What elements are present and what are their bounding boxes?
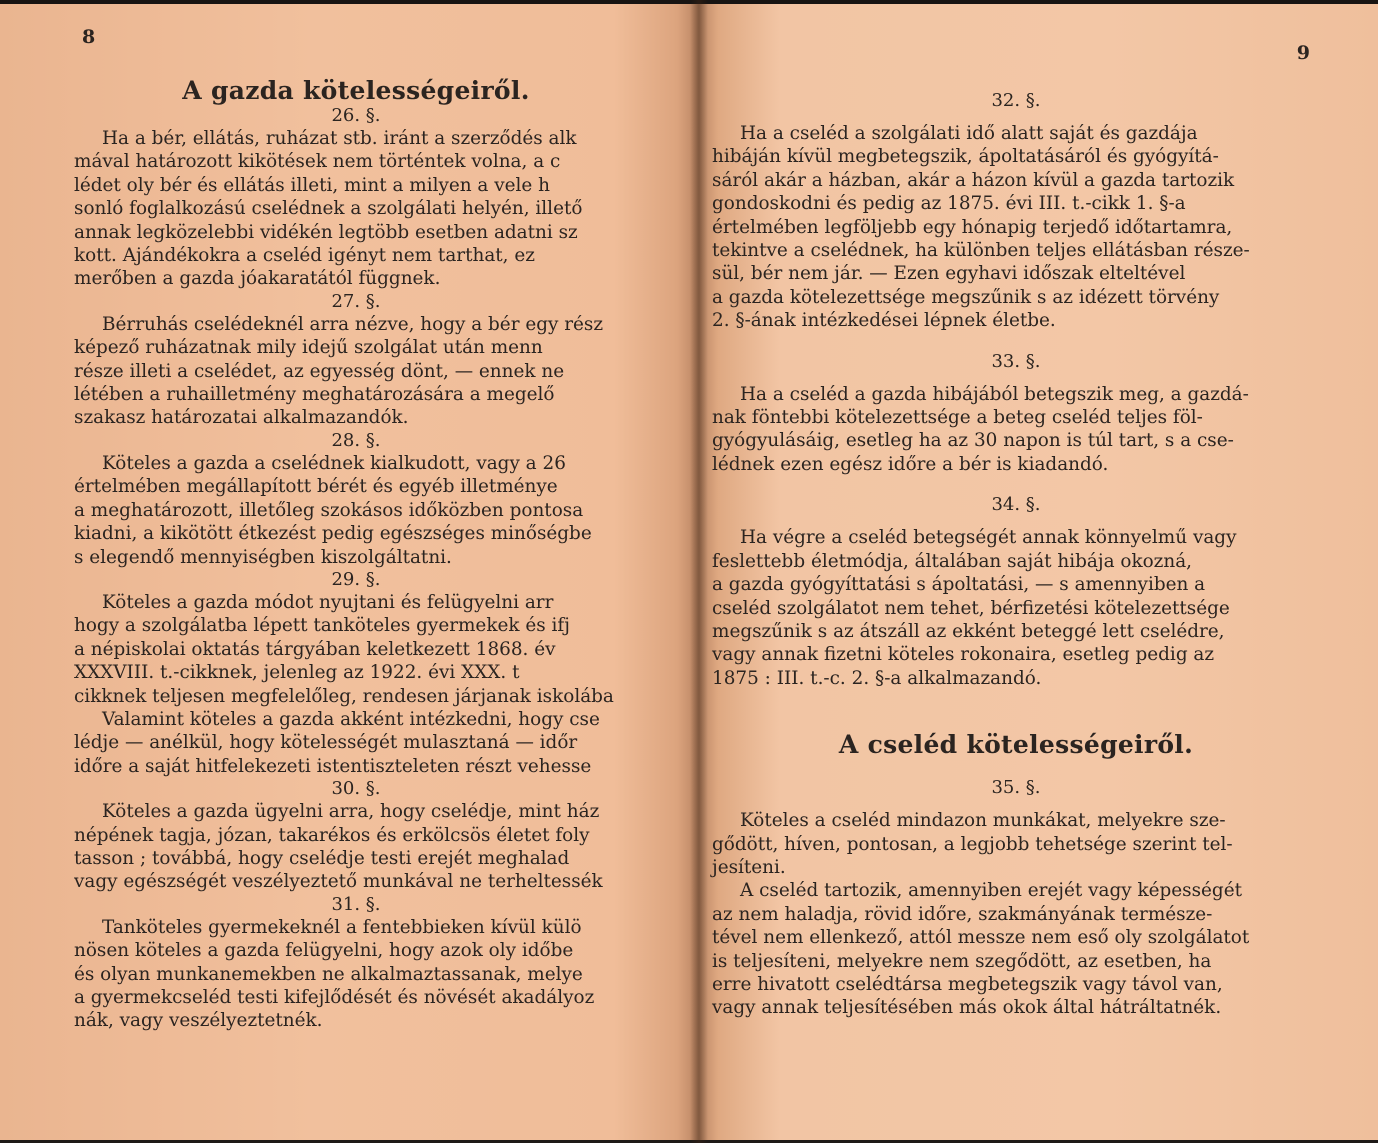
section-number: 33. §.	[991, 350, 1041, 372]
text-line: megszűnik s az átszáll az ekként beteggé lett cselédre,	[712, 620, 1225, 642]
section-title: A cseléd kötelességeiről.	[838, 730, 1194, 760]
section-number: 35. §.	[991, 777, 1041, 799]
text-line: vagy annak fizetni köteles rokonaira, esetleg pedig az	[712, 644, 1215, 666]
text-line: a gazda kötelezettsége megszűnik s az idézett törvény	[712, 286, 1220, 308]
text-line: nösen köteles a gazda felügyelni, hogy azok oly időbe	[74, 940, 574, 962]
text-line: a meghatározott, illetőleg szokásos időközben pontosa	[74, 499, 584, 521]
text-line: Köteles a gazda ügyelni arra, hogy cselédje, mint ház	[102, 801, 600, 823]
text-line: nak föntebbi kötelezettsége a beteg cseléd teljes föl-	[712, 407, 1203, 429]
text-line: cseléd szolgálatot nem tehet, bérfizetési kötelezettsége	[712, 597, 1230, 619]
section-paragraph	[706, 809, 1326, 1020]
section-paragraph	[706, 526, 1326, 690]
page-number: 9	[1296, 42, 1310, 64]
section-paragraph	[74, 800, 698, 894]
text-line: vagy annak teljesítésében más okok által hátráltatnék.	[712, 997, 1222, 1019]
text-line: a gyermekcseléd testi kifejlődését és növését akadályoz	[74, 987, 595, 1008]
section-number: 34. §.	[991, 494, 1041, 516]
text-line: időre a saját hitfelekezeti istentiszteleten részt vehesse	[74, 755, 592, 777]
text-line: is teljesíteni, melyekre nem szegődött, az esetben, ha	[712, 950, 1212, 972]
text-line: s elegendő mennyiségben kiszolgáltatni.	[74, 546, 452, 568]
text-line: hibáján kívül megbetegszik, ápoltatásáról és gyógyítá-	[712, 146, 1219, 168]
text-line: Köteles a cseléd mindazon munkákat, melyekre sze-	[740, 810, 1226, 832]
text-line: a népiskolai oktatás tárgyában keletkezett 1868. év	[74, 638, 556, 660]
text-line: Bérruhás cselédeknél arra nézve, hogy a bér egy rész	[102, 313, 604, 335]
text-line: nák, vagy veszélyeztetnék.	[74, 1010, 323, 1032]
text-line: az nem haladja, rövid időre, szakmányának természe-	[712, 903, 1213, 925]
text-line: gondoskodni és pedig az 1875. évi III. t.-cikk 1. §-a	[712, 193, 1186, 215]
section-number: 28. §.	[331, 429, 381, 451]
section-paragraph	[706, 122, 1326, 333]
section-number: 26. §.	[331, 105, 381, 126]
text-line: lédet oly bér és ellátás illeti, mint a milyen a vele h	[74, 174, 550, 196]
page-number: 8	[82, 26, 96, 48]
left-sections	[74, 105, 698, 1033]
text-line: gődött, híven, pontosan, a legjobb tehetsége szerint tel-	[712, 833, 1233, 855]
section-number: 32. §.	[991, 90, 1041, 111]
text-line: sonló foglalkozású cselédnek a szolgálati helyén, illető	[74, 198, 583, 220]
text-line: mával határozott kikötések nem történtek volna, a c	[74, 151, 561, 173]
text-line: értelmében megállapított bérét és egyéb illetménye	[74, 476, 558, 498]
text-line: 2. §-ának intézkedései lépnek életbe.	[712, 310, 1056, 332]
section-paragraph	[706, 383, 1326, 477]
text-line: kott. Ajándékokra a cseléd igényt nem tarthat, ez	[74, 245, 535, 267]
text-line: Ha a bér, ellátás, ruházat stb. iránt a szerződés alk	[102, 128, 577, 149]
text-line: Ha a cseléd a szolgálati idő alatt saját és gazdája	[740, 123, 1198, 144]
text-line: Ha a cseléd a gazda hibájából betegszik meg, a gazdá-	[740, 383, 1249, 405]
text-line: Valamint köteles a gazda akként intézkedni, hogy cse	[102, 708, 600, 730]
text-line: feslettebb életmódja, általában saját hibája okozná,	[712, 550, 1193, 572]
text-line: képező ruházatnak mily idejű szolgálat után menn	[74, 337, 543, 359]
section-number: 29. §.	[331, 568, 381, 590]
text-line: része illeti a cselédet, az egyesség dönt, — ennek ne	[74, 360, 565, 382]
section-number: 27. §.	[331, 290, 381, 312]
right-sections-bottom	[706, 777, 1326, 1020]
section-number: 30. §.	[331, 778, 381, 800]
text-line: lédnek ezen egész időre a bér is kiadandó.	[712, 453, 1109, 475]
text-line: tével nem ellenkező, attól messze nem eső oly szolgálatot	[712, 927, 1250, 949]
text-line: sül, bér nem jár. — Ezen egyhavi időszak elteltével	[712, 263, 1186, 285]
text-line: szakasz határozatai alkalmazandók.	[74, 407, 409, 429]
text-line: XXXVIII. t.-cikknek, jelenleg az 1922. évi XXX. t	[74, 662, 520, 684]
section-paragraph	[74, 591, 698, 778]
text-line: a gazda gyógyíttatási s ápoltatási, — s amennyiben a	[712, 574, 1206, 596]
text-line: Tanköteles gyermekeknél a fentebbieken kívül külö	[102, 916, 582, 938]
text-line: A cseléd tartozik, amennyiben erejét vagy képességét	[740, 880, 1242, 902]
section-number: 31. §.	[331, 893, 381, 915]
text-line: 1875 : III. t.-c. 2. §-a alkalmazandó.	[712, 667, 1042, 689]
text-line: lédje — anélkül, hogy kötelességét mulasztaná — időr	[74, 732, 578, 754]
text-line: merőben a gazda jóakaratától függnek.	[74, 268, 441, 290]
text-line: jesíteni.	[712, 856, 786, 878]
text-line: létében a ruhailletmény meghatározására a megelő	[74, 384, 555, 406]
text-line: Köteles a gazda a cselédnek kialkudott, vagy a 26	[102, 452, 566, 474]
page-title: A gazda kötelességeiről.	[182, 76, 530, 105]
left-page	[0, 4, 698, 1140]
text-line: és olyan munkanemekben ne alkalmaztassanak, melye	[74, 963, 583, 985]
text-line: Köteles a gazda módot nyujtani és felügyelni arr	[102, 591, 554, 613]
text-line: erre hivatott cselédtársa megbetegszik vagy távol van,	[712, 973, 1223, 995]
text-line: hogy a szolgálatba lépett tanköteles gyermekek és ifj	[74, 615, 570, 637]
section-paragraph	[74, 313, 698, 430]
text-line: sáról akár a házban, akár a házon kívül a gazda tartozik	[712, 169, 1235, 191]
text-line: gyógyulásáig, esetleg ha az 30 napon is túl tart, s a cse-	[712, 430, 1234, 452]
text-line: annak legközelebbi vidékén legtöbb esetben adatni sz	[74, 221, 578, 243]
text-line: cikknek teljesen megfelelőleg, rendesen járjanak iskolába	[74, 685, 614, 707]
text-line: tasson ; továbbá, hogy cselédje testi erejét meghalad	[74, 847, 570, 869]
section-paragraph	[74, 127, 698, 291]
text-line: Ha végre a cseléd betegségét annak könnyelmű vagy	[740, 527, 1237, 549]
text-line: kiadni, a kikötött étkezést pedig egészséges minőségbe	[74, 523, 592, 545]
right-sections-top	[706, 90, 1326, 690]
book-gutter	[690, 0, 708, 1143]
text-line: értelmében legföljebb egy hónapig terjedő időtartamra,	[712, 216, 1233, 238]
section-paragraph	[74, 452, 698, 569]
text-line: vagy egészségét veszélyeztető munkával ne terheltessék	[74, 871, 603, 893]
text-line: tekintve a cselédnek, ha különben teljes ellátásban része-	[712, 240, 1250, 262]
section-paragraph	[74, 916, 698, 1033]
text-line: népének tagja, józan, takarékos és erkölcsös életet foly	[74, 824, 590, 846]
right-page	[698, 4, 1378, 1140]
